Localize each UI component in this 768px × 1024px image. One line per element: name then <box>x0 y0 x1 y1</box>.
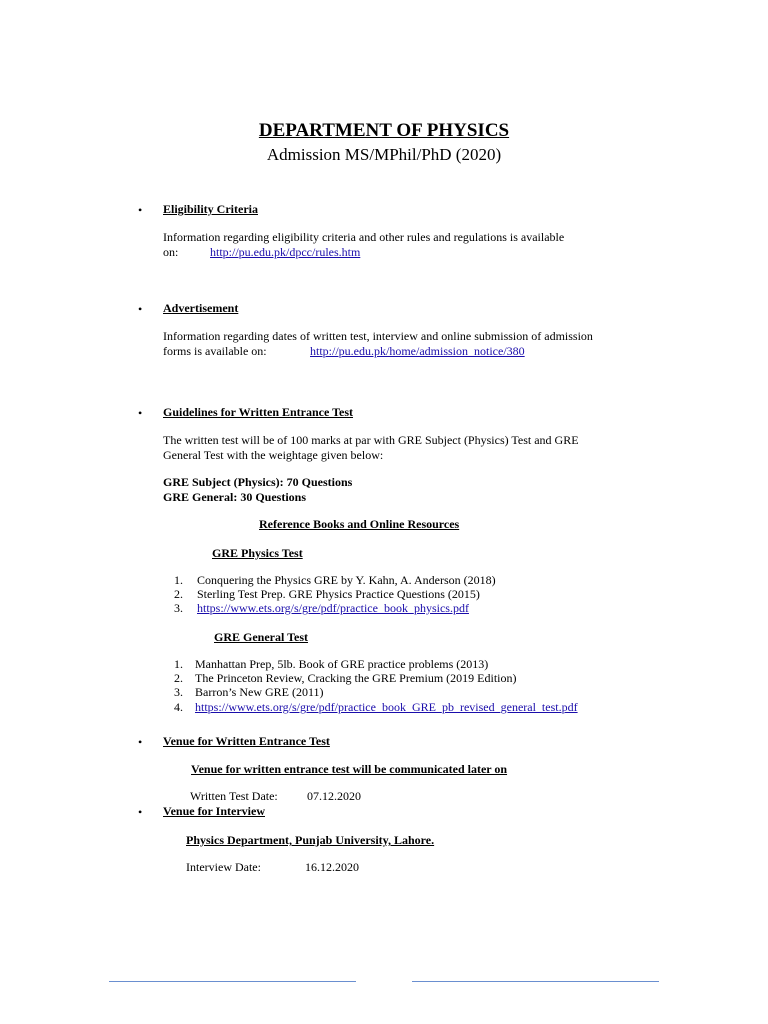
gre-general-test-heading: GRE General Test <box>214 630 309 644</box>
gre-physics-test-heading: GRE Physics Test <box>212 546 303 560</box>
page-title: DEPARTMENT OF PHYSICS <box>258 120 510 141</box>
list-item-number: 2. <box>174 587 183 601</box>
advertisement-text-line1: Information regarding dates of written test, interview and online submission of admission <box>163 329 593 343</box>
bullet-icon: • <box>138 805 143 819</box>
list-item-number: 2. <box>174 671 183 685</box>
interview-date-label: Interview Date: <box>186 860 261 874</box>
list-item-number: 3. <box>174 601 183 615</box>
venue-test-heading: Venue for Written Entrance Test <box>163 734 330 748</box>
list-item: Manhattan Prep, 5lb. Book of GRE practice problems (2013) <box>195 657 489 671</box>
bullet-icon: • <box>138 302 143 316</box>
list-item-number: 1. <box>174 657 183 671</box>
resources-heading: Reference Books and Online Resources <box>259 517 460 531</box>
guidelines-text-line2: General Test with the weightage given below: <box>163 448 384 462</box>
signature-line-left <box>109 981 356 982</box>
venue-test-note: Venue for written entrance test will be communicated later on <box>191 762 508 776</box>
eligibility-heading: Eligibility Criteria <box>163 202 258 216</box>
guidelines-text-line1: The written test will be of 100 marks at par with GRE Subject (Physics) Test and GRE <box>163 433 579 447</box>
bullet-icon: • <box>138 203 143 217</box>
admission-notice-link[interactable]: http://pu.edu.pk/home/admission_notice/380 <box>310 344 525 358</box>
gre-general-weight: GRE General: 30 Questions <box>163 490 306 504</box>
written-test-date: 07.12.2020 <box>307 789 361 803</box>
list-item: The Princeton Review, Cracking the GRE Premium (2019 Edition) <box>195 671 517 685</box>
venue-interview-heading: Venue for Interview <box>163 804 265 818</box>
bullet-icon: • <box>138 406 143 420</box>
ets-general-practice-link[interactable]: https://www.ets.org/s/gre/pdf/practice_book_GRE_pb_revised_general_test.pdf <box>195 700 578 714</box>
gre-subject-weight: GRE Subject (Physics): 70 Questions <box>163 475 353 489</box>
written-test-date-label: Written Test Date: <box>190 789 278 803</box>
interview-venue: Physics Department, Punjab University, Lahore. <box>186 833 435 847</box>
signature-line-right <box>412 981 659 982</box>
list-item: Sterling Test Prep. GRE Physics Practice Questions (2015) <box>197 587 480 601</box>
page-subtitle: Admission MS/MPhil/PhD (2020) <box>266 145 502 164</box>
ets-physics-practice-link[interactable]: https://www.ets.org/s/gre/pdf/practice_book_physics.pdf <box>197 601 469 615</box>
eligibility-text-line2: on: <box>163 245 179 259</box>
eligibility-rules-link[interactable]: http://pu.edu.pk/dpcc/rules.htm <box>210 245 361 259</box>
list-item: Barron’s New GRE (2011) <box>195 685 324 699</box>
advertisement-heading: Advertisement <box>163 301 239 315</box>
list-item-number: 4. <box>174 700 183 714</box>
list-item-number: 1. <box>174 573 183 587</box>
interview-date: 16.12.2020 <box>305 860 359 874</box>
guidelines-heading: Guidelines for Written Entrance Test <box>163 405 354 419</box>
advertisement-text-line2: forms is available on: <box>163 344 267 358</box>
eligibility-text-line1: Information regarding eligibility criteria and other rules and regulations is available <box>163 230 565 244</box>
bullet-icon: • <box>138 735 143 749</box>
list-item: Conquering the Physics GRE by Y. Kahn, A. Anderson (2018) <box>197 573 496 587</box>
list-item-number: 3. <box>174 685 183 699</box>
